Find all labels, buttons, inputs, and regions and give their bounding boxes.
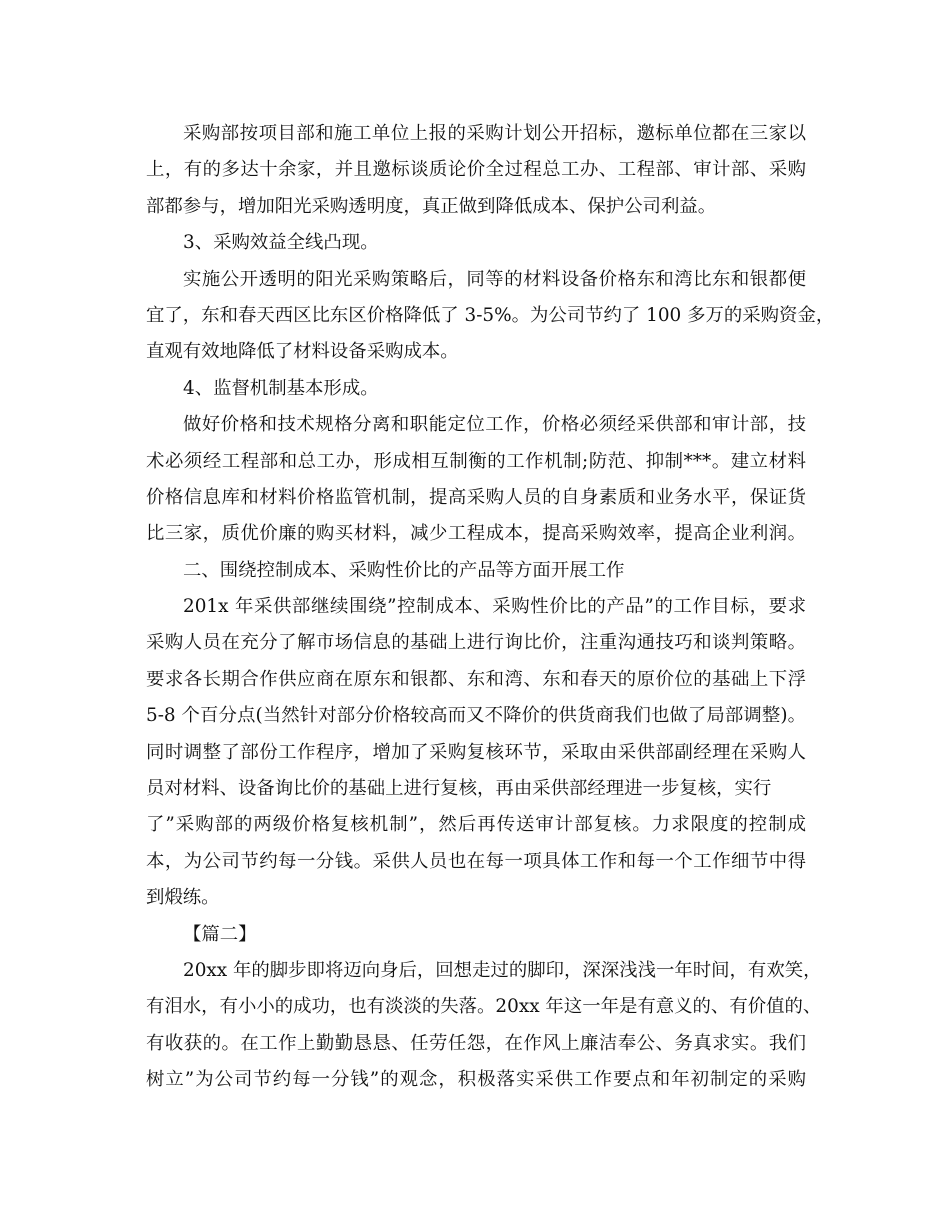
text-line: 201x 年采供部继续围绕”控制成本、采购性价比的产品”的工作目标，要求	[183, 596, 806, 618]
text-line: 采购人员在充分了解市场信息的基础上进行询比价，注重沟通技巧和谈判策略。	[146, 632, 806, 654]
text-line: 20xx 年的脚步即将迈向身后，回想走过的脚印，深深浅浅一年时间，有欢笑，	[183, 959, 822, 981]
text-line: 有收获的。在工作上勤勤恳恳、任劳任怨，在作风上廉洁奉公、务真求实。我们	[146, 1032, 806, 1054]
text-line: 到煅练。	[146, 887, 220, 909]
text-line: 4、监督机制基本形成。	[183, 377, 379, 399]
text-line: 二、围绕控制成本、采购性价比的产品等方面开展工作	[183, 559, 625, 581]
text-line: 宜了，东和春天西区比东区价格降低了 3-5%。为公司节约了 100 多万的采购资金，	[146, 304, 835, 326]
text-line: 了”采购部的两级价格复核机制”，然后再传送审计部复核。力求限度的控制成	[146, 814, 806, 836]
text-line: 比三家，质优价廉的购买材料，减少工程成本，提高采购效率，提高企业利润。	[146, 523, 806, 545]
text-line: 要求各长期合作供应商在原东和银都、东和湾、东和春天的原价位的基础上下浮	[146, 668, 806, 690]
text-line: 采购部按项目部和施工单位上报的采购计划公开招标，邀标单位都在三家以	[183, 123, 806, 144]
text-line: 【篇二】	[183, 923, 257, 945]
text-line: 价格信息库和材料价格监管机制，提高采购人员的自身素质和业务水平，保证货	[146, 486, 806, 508]
text-line: 树立”为公司节约每一分钱”的观念，积极落实采供工作要点和年初制定的采购	[146, 1069, 806, 1091]
text-line: 实施公开透明的阳光采购策略后，同等的材料设备价格东和湾比东和银都便	[183, 268, 806, 290]
text-line: 同时调整了部份工作程序，增加了采购复核环节，采取由采供部副经理在采购人	[146, 741, 806, 763]
text-line: 术必须经工程部和总工办，形成相互制衡的工作机制;防范、抑制***。建立材料	[146, 450, 806, 472]
text-line: 5-8 个百分点(当然针对部分价格较高而又不降价的供货商我们也做了局部调整)。	[146, 705, 806, 727]
text-line: 有泪水，有小小的成功，也有淡淡的失落。20xx 年这一年是有意义的、有价值的、	[146, 996, 822, 1018]
text-line: 部都参与，增加阳光采购透明度，真正做到降低成本、保护公司利益。	[146, 195, 717, 217]
text-line: 做好价格和技术规格分离和职能定位工作，价格必须经采供部和审计部，技	[183, 414, 806, 436]
text-line: 直观有效地降低了材料设备采购成本。	[146, 341, 459, 363]
text-line: 本，为公司节约每一分钱。采供人员也在每一项具体工作和每一个工作细节中得	[146, 850, 806, 872]
text-line: 3、采购效益全线凸现。	[183, 232, 379, 254]
document-body	[146, 116, 835, 1099]
text-line: 上，有的多达十余家，并且邀标谈质论价全过程总工办、工程部、审计部、采购	[146, 159, 806, 181]
text-line: 员对材料、设备询比价的基础上进行复核，再由采供部经理进一步复核，实行	[146, 778, 772, 800]
